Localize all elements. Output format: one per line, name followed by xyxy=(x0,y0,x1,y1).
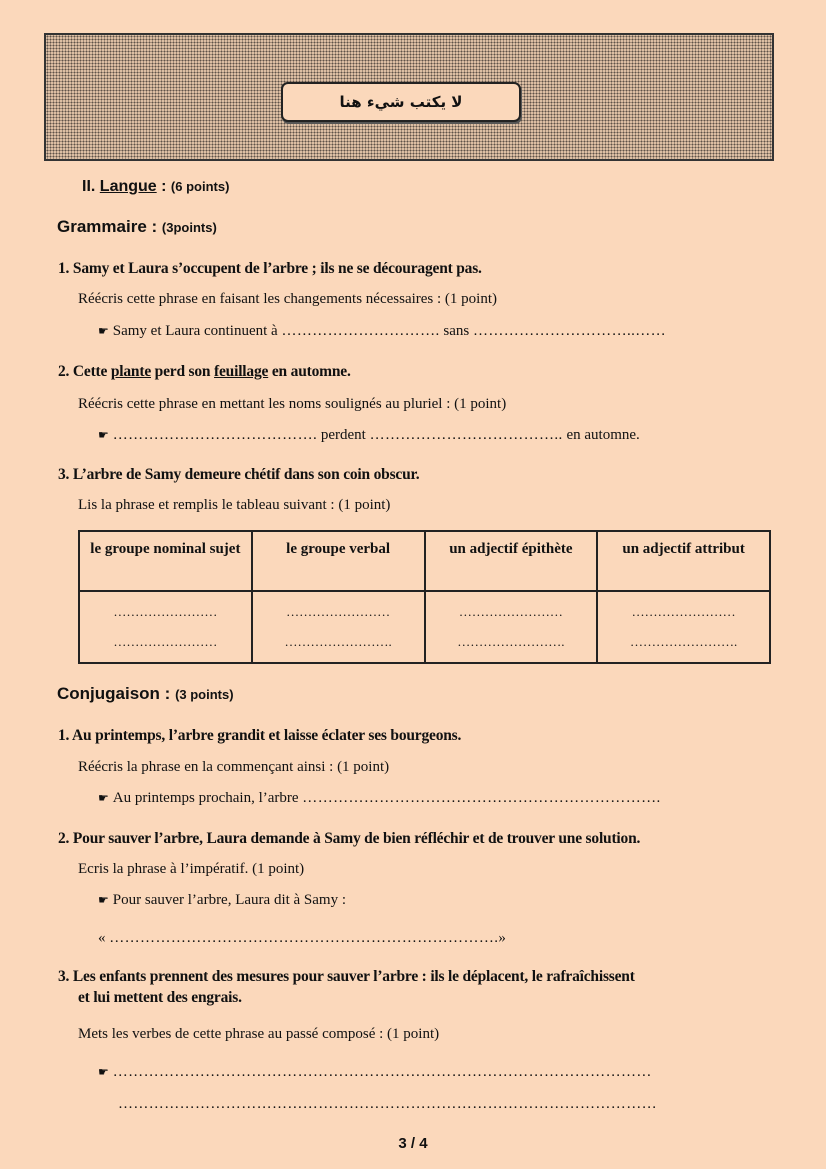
section-number: II. xyxy=(82,178,96,195)
do-not-write-notice: لا يكتب شيء هنا xyxy=(281,82,521,122)
answer-middle: perdent xyxy=(320,427,366,443)
blank-line[interactable]: ……………………. xyxy=(284,634,392,649)
section-title xyxy=(82,178,229,196)
grammaire-q3-text: 3. L’arbre de Samy demeure chétif dans son coin obscur. xyxy=(58,466,420,483)
table-header-row xyxy=(79,531,770,591)
section-points: (6 points) xyxy=(170,179,230,194)
answer-blank[interactable]: ……………………………………………………………. xyxy=(302,790,661,806)
conjugaison-q1-instruction: Réécris la phrase en la commençant ainsi : (1 point) xyxy=(78,759,390,775)
table-header: le groupe nominal sujet xyxy=(79,531,252,591)
quote-close: » xyxy=(498,930,506,946)
answer-blank[interactable]: …………………………………. xyxy=(112,427,318,443)
table-cell[interactable] xyxy=(425,591,598,663)
blank-line[interactable]: …………………… xyxy=(286,604,391,619)
table-header: un adjectif attribut xyxy=(597,531,770,591)
blank-line[interactable]: ……………………. xyxy=(630,634,738,649)
grammaire-q2-text xyxy=(58,363,351,381)
blank-line[interactable]: …………………… xyxy=(113,634,218,649)
answer-blank[interactable]: …………………………. xyxy=(281,323,440,339)
hand-pointer-icon: ☛ xyxy=(98,428,109,442)
conjugaison-label: Conjugaison : xyxy=(57,684,171,703)
blank-line[interactable]: …………………… xyxy=(631,604,736,619)
conjugaison-q3-text-line2: et lui mettent des engrais. xyxy=(78,989,242,1006)
grammaire-q1-text: 1. Samy et Laura s’occupent de l’arbre ; ils ne se découragent pas. xyxy=(58,260,482,277)
grammaire-title xyxy=(57,217,217,237)
quote-open: « xyxy=(98,930,106,946)
table-header: un adjectif épithète xyxy=(425,531,598,591)
conjugaison-q3-text-line1: 3. Les enfants prennent des mesures pour sauver l’arbre : ils le déplacent, le rafraîchissent xyxy=(58,968,635,985)
hand-pointer-icon: ☛ xyxy=(98,324,109,338)
grammaire-q3-instruction: Lis la phrase et remplis le tableau suivant : (1 point) xyxy=(78,497,391,513)
table-cell[interactable] xyxy=(252,591,425,663)
blank-line[interactable]: ……………………. xyxy=(457,634,565,649)
conjugaison-q3-answer-line1 xyxy=(98,1064,652,1081)
hand-pointer-icon: ☛ xyxy=(98,1065,109,1079)
table-cell[interactable] xyxy=(79,591,252,663)
conjugaison-points: (3 points) xyxy=(175,687,234,702)
hand-pointer-icon: ☛ xyxy=(98,791,109,805)
grammaire-label: Grammaire : xyxy=(57,217,158,236)
table-cell[interactable] xyxy=(597,591,770,663)
conjugaison-title xyxy=(57,684,234,704)
underlined-noun: plante xyxy=(110,363,151,380)
grammaire-q2-instruction: Réécris cette phrase en mettant les noms soulignés au pluriel : (1 point) xyxy=(78,396,507,412)
hand-pointer-icon: ☛ xyxy=(98,893,109,907)
answer-blank[interactable]: …………………………..…… xyxy=(472,323,667,339)
grammaire-q1-instruction: Réécris cette phrase en faisant les changements nécessaires : (1 point) xyxy=(78,291,497,307)
conjugaison-q1-answer xyxy=(98,790,661,807)
answer-prefix: Samy et Laura continuent à xyxy=(112,323,278,339)
q2-suffix: en automne. xyxy=(268,363,351,380)
blank-line[interactable]: …………………… xyxy=(113,604,218,619)
grammaire-q1-answer xyxy=(98,323,666,340)
answer-end: en automne. xyxy=(566,427,640,443)
q2-prefix: 2. Cette xyxy=(58,363,111,380)
blank-line[interactable]: …………………… xyxy=(458,604,563,619)
conjugaison-q3-answer-line2 xyxy=(118,1096,657,1113)
conjugaison-q3-instruction: Mets les verbes de cette phrase au passé composé : (1 point) xyxy=(78,1026,440,1042)
answer-prefix: Pour sauver l’arbre, Laura dit à Samy : xyxy=(112,892,347,908)
underlined-noun: feuillage xyxy=(214,363,269,380)
section-colon: : xyxy=(156,178,167,195)
answer-blank[interactable]: ……………………………….. xyxy=(369,427,563,443)
table-header: le groupe verbal xyxy=(252,531,425,591)
conjugaison-q2-text: 2. Pour sauver l’arbre, Laura demande à Samy de bien réfléchir et de trouver une solution. xyxy=(58,830,641,847)
answer-middle: sans xyxy=(443,323,470,339)
conjugaison-q2-instruction: Ecris la phrase à l’impératif. (1 point) xyxy=(78,861,305,877)
answer-prefix: Au printemps prochain, l’arbre xyxy=(112,790,299,806)
answer-blank[interactable]: …………………………………………………………………………………………… xyxy=(112,1064,652,1080)
conjugaison-q2-quote-answer xyxy=(98,930,506,947)
answer-blank[interactable]: …………………………………………………………………. xyxy=(109,930,499,946)
page-number: 3 / 4 xyxy=(398,1135,428,1152)
answer-blank[interactable]: …………………………………………………………………………………………… xyxy=(118,1096,657,1112)
grammar-table xyxy=(78,530,771,664)
conjugaison-q2-answer xyxy=(98,892,346,909)
conjugaison-q1-text: 1. Au printemps, l’arbre grandit et laisse éclater ses bourgeons. xyxy=(58,727,462,744)
grammaire-points: (3points) xyxy=(161,220,217,235)
grammaire-q2-answer xyxy=(98,427,640,444)
section-name: Langue xyxy=(99,178,157,195)
table-row xyxy=(79,591,770,663)
q2-mid: perd son xyxy=(151,363,215,380)
